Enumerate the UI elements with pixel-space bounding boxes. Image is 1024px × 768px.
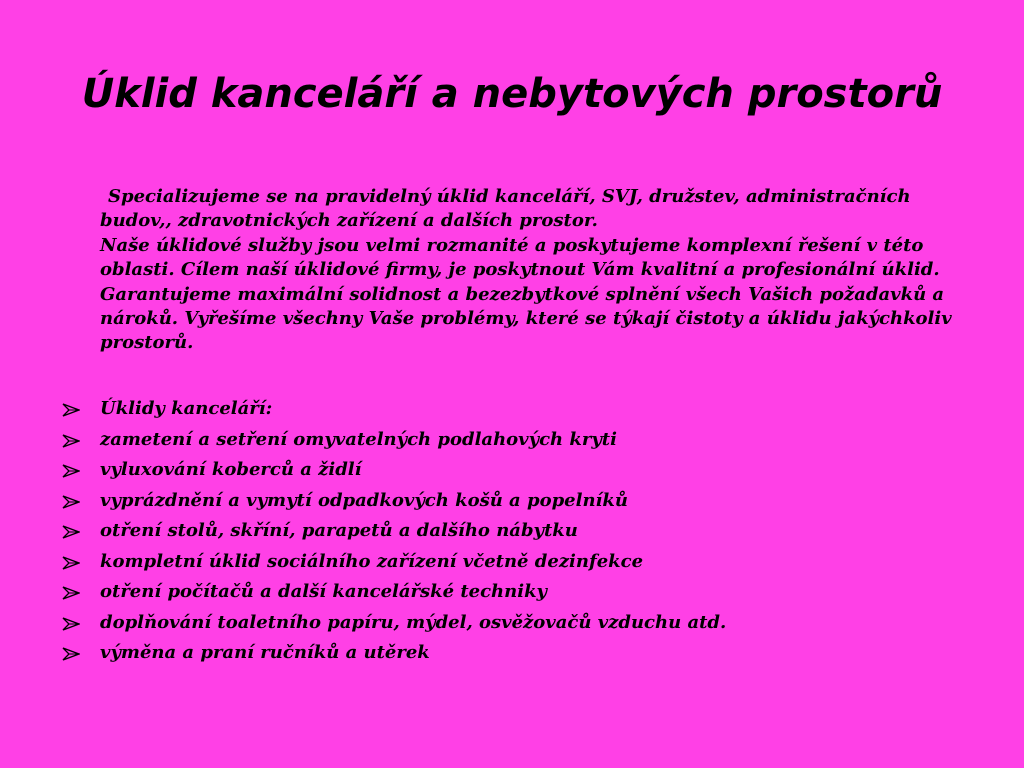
list-item <box>62 425 962 456</box>
list-item-label: kompletní úklid sociálního zařízení včetně dezinfekce <box>100 550 644 572</box>
arrow-bullet-icon <box>62 617 80 631</box>
arrow-bullet-icon <box>62 525 80 539</box>
list-item <box>62 486 962 517</box>
list-item-label: otření počítačů a další kancelářské techniky <box>100 581 547 602</box>
list-item <box>62 608 962 639</box>
list-item-label: Úklidy kanceláří: <box>100 398 273 419</box>
arrow-bullet-icon <box>62 434 80 448</box>
arrow-bullet-icon <box>62 556 80 570</box>
intro-text <box>100 185 970 356</box>
slide-title: Úklid kanceláří a nebytových prostorů <box>81 71 943 117</box>
list-item-label: zametení a setření omyvatelných podlahových kryti <box>100 428 617 450</box>
arrow-bullet-icon <box>62 403 80 417</box>
intro-paragraph-1: Specializujeme se na pravidelný úklid kanceláří, SVJ, družstev, administračních budov,, zdravotnických zařízení a dalších prostor. <box>100 186 911 232</box>
list-item-label: vyprázdnění a vymytí odpadkových košů a popelníků <box>100 489 628 511</box>
list-item <box>62 577 962 608</box>
arrow-bullet-icon <box>62 647 80 661</box>
list-item-label: vyluxování koberců a židlí <box>100 459 362 480</box>
list-item <box>62 455 962 486</box>
services-list <box>62 394 962 669</box>
list-item-label: výměna a praní ručníků a utěrek <box>100 642 430 663</box>
intro-paragraph-2: Naše úklidové služby jsou velmi rozmanité a poskytujeme komplexní řešení v této oblasti. Cílem naší úklidové firmy, je poskytnout Vám kvalitní a profesionální úklid. Garantujeme maximální solidnost a bezezbytkové splnění všech Vašich požadavků a nároků. Vyřešíme všechny Vaše problémy, které se týkají čistoty a úklidu jakýchkoliv prostorů. <box>100 234 952 354</box>
list-item <box>62 516 962 547</box>
list-item-label: otření stolů, skříní, parapetů a dalšího nábytku <box>100 520 578 541</box>
list-item <box>62 638 962 669</box>
list-item-label: doplňování toaletního papíru, mýdel, osvěžovačů vzduchu atd. <box>100 611 727 633</box>
list-item <box>62 547 962 578</box>
arrow-bullet-icon <box>62 495 80 509</box>
arrow-bullet-icon <box>62 586 80 600</box>
arrow-bullet-icon <box>62 464 80 478</box>
list-item <box>62 394 962 425</box>
